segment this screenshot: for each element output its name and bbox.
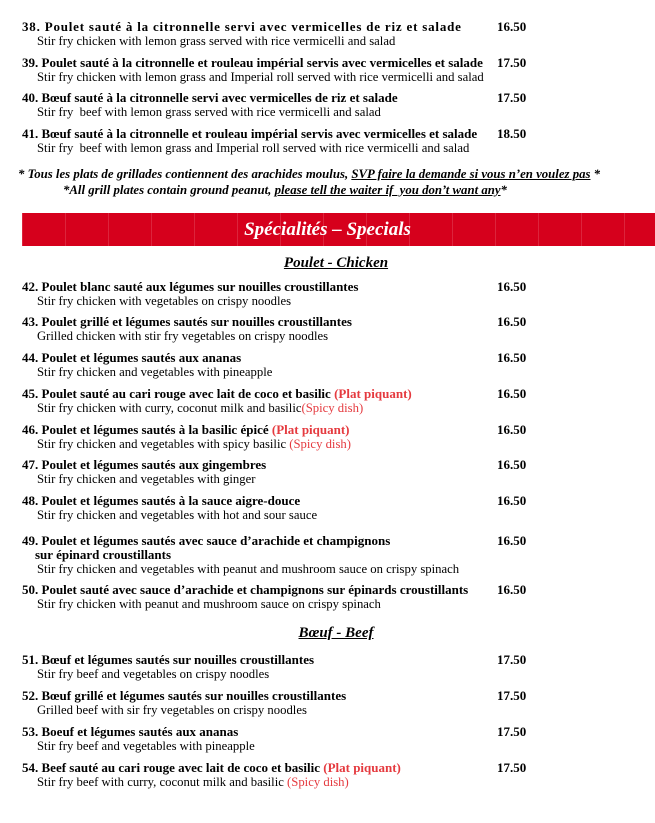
item-description-en [22, 739, 632, 753]
item-name-en: Stir fry chicken and vegetables with hot and sour sauce [37, 507, 318, 522]
item-name-fr: 51. Bœuf et légumes sautés sur nouilles croustillantes [22, 652, 315, 668]
item-description-en [22, 105, 632, 119]
item-name-en: Stir fry chicken with lemon grass and Imperial roll served with rice vermicelli and salad [37, 69, 484, 84]
item-name-en: Stir fry chicken with curry, coconut milk and basilic [37, 400, 302, 415]
item-name-en: Stir fry chicken and vegetables with spicy basilic [37, 436, 290, 451]
item-price: 17.50 [497, 759, 527, 775]
menu-item [22, 689, 632, 717]
item-price: 16.50 [497, 582, 527, 598]
item-name-en: Stir fry chicken with lemon grass served with rice vermicelli and salad [37, 34, 396, 48]
item-title-row [22, 56, 632, 70]
menu-item [22, 20, 632, 48]
item-title-row [22, 653, 632, 667]
item-title-row [22, 423, 632, 437]
item-name-fr: 49. Poulet et légumes sautés avec sauce d’arachide et champignons [22, 532, 391, 548]
item-price: 17.50 [497, 652, 527, 668]
spicy-label-en: (Spicy dish) [301, 400, 364, 415]
item-title-row [22, 20, 632, 34]
item-name-en: Stir fry beef with lemon grass served with rice vermicelli and salad [37, 105, 381, 120]
item-title-row [22, 387, 632, 401]
spicy-label-fr: (Plat piquant) [271, 421, 350, 437]
item-name-en: Stir fry chicken with peanut and mushroom sauce on crispy spinach [37, 597, 381, 612]
item-name-fr: 46. Poulet et légumes sautés à la basilic épicé [22, 421, 272, 437]
menu-item [22, 351, 632, 379]
item-description-en [22, 365, 632, 379]
item-name-en: Stir fry beef and vegetables with pineapple [37, 738, 255, 753]
section-heading-beef-label: Bœuf - Beef [298, 625, 374, 642]
peanut-note-fr-start: * Tous les plats de grillades contiennent des arachides moulus, [18, 166, 352, 181]
item-name-fr: 43. Poulet grillé et légumes sautés sur nouilles croustillantes [22, 314, 352, 330]
item-title-row [22, 458, 632, 472]
item-name-fr: 45. Poulet sauté au cari rouge avec lait de coco et basilic [22, 385, 335, 401]
item-title [22, 724, 238, 739]
peanut-note-fr-request: SVP faire la demande si vous n’en voulez pas [351, 166, 591, 181]
item-description-en [22, 294, 632, 308]
item-title-row [22, 494, 632, 508]
item-name-fr: 41. Bœuf sauté à la citronnelle et rouleau impérial servis avec vermicelles et salade [22, 126, 478, 142]
item-title-row [22, 351, 632, 365]
menu-item [22, 315, 632, 343]
item-title [22, 19, 462, 34]
item-name-fr: 54. Beef sauté au cari rouge avec lait de coco et basilic [22, 759, 324, 775]
peanut-note-en [0, 182, 655, 198]
item-name-fr: 53. Boeuf et légumes sautés aux ananas [22, 723, 239, 739]
item-price: 17.50 [497, 90, 527, 106]
item-title [22, 533, 390, 548]
spicy-label-fr: (Plat piquant) [334, 385, 412, 401]
peanut-note-fr-end: * [590, 166, 601, 181]
item-price: 16.50 [497, 314, 527, 330]
item-description-en [22, 437, 632, 451]
section-heading-chicken-label: Poulet - Chicken [283, 254, 389, 271]
item-description-en [22, 667, 632, 681]
item-name-en: Stir fry beef with curry, coconut milk and basilic [37, 774, 288, 789]
item-title [22, 314, 352, 329]
item-name-en: Stir fry chicken and vegetables with pineapple [37, 365, 273, 380]
item-title-row [22, 534, 632, 548]
chicken-section [22, 280, 632, 619]
item-name-en: Stir fry beef and vegetables on crispy noodles [37, 667, 270, 682]
menu-item [22, 387, 632, 415]
item-title [22, 582, 468, 597]
item-name-fr: 39. Poulet sauté à la citronnelle et rouleau impérial servis avec vermicelles et salade [22, 54, 483, 70]
menu-item [22, 423, 632, 451]
item-price: 16.50 [497, 385, 527, 401]
item-description-en [22, 329, 632, 343]
item-title [22, 90, 398, 105]
item-price: 16.50 [497, 278, 527, 294]
item-title-row [22, 91, 632, 105]
spicy-label-en: (Spicy dish) [289, 436, 351, 451]
section-heading-beef [22, 624, 650, 642]
item-title-row [22, 761, 632, 775]
item-title [22, 457, 266, 472]
item-price: 17.50 [497, 723, 527, 739]
item-name-fr-continued: sur épinard croustillants [35, 546, 172, 562]
item-title-row [22, 689, 632, 703]
item-name-en: Grilled chicken with stir fry vegetables on crispy noodles [37, 329, 329, 344]
item-name-en: Stir fry chicken with vegetables on crispy noodles [37, 293, 292, 308]
menu-item [22, 127, 632, 155]
item-description-en [22, 508, 632, 522]
item-price: 16.50 [497, 421, 527, 437]
item-title [22, 279, 358, 294]
item-title [22, 350, 241, 365]
item-title-row [22, 315, 632, 329]
item-title [22, 652, 314, 667]
item-price: 18.50 [497, 126, 527, 142]
menu-item [22, 534, 632, 576]
item-price: 16.50 [497, 457, 527, 473]
item-name-fr: 47. Poulet et légumes sautés aux gingembres [22, 457, 267, 473]
item-title [22, 126, 477, 141]
item-title [22, 422, 350, 437]
menu-item [22, 458, 632, 486]
item-description-en [22, 597, 632, 611]
item-price: 16.50 [497, 19, 527, 34]
item-name-fr: 44. Poulet et légumes sautés aux ananas [22, 350, 242, 366]
item-title-row [22, 583, 632, 597]
item-title [22, 688, 346, 703]
item-name-fr: 40. Bœuf sauté à la citronnelle servi avec vermicelles de riz et salade [22, 90, 398, 106]
item-title [22, 386, 412, 401]
menu-item [22, 494, 632, 522]
item-description-en [22, 70, 632, 84]
menu-item [22, 725, 632, 753]
peanut-note-en-start: *All grill plates contain ground peanut, [63, 182, 275, 197]
menu-item [22, 761, 632, 789]
menu-item [22, 91, 632, 119]
item-name-fr: 52. Bœuf grillé et légumes sautés sur nouilles croustillantes [22, 688, 347, 704]
spicy-label-en: (Spicy dish) [287, 774, 349, 789]
item-description-en [22, 34, 632, 48]
item-name-en: Stir fry beef with lemon grass and Imperial roll served with rice vermicelli and salad [37, 141, 470, 156]
item-title [22, 55, 483, 70]
peanut-note [0, 166, 655, 198]
item-price: 16.50 [497, 492, 527, 508]
item-title [22, 493, 300, 508]
item-price: 17.50 [497, 688, 527, 704]
peanut-note-en-end: * [500, 182, 507, 197]
item-name-fr: 38. Poulet sauté à la citronnelle servi avec vermicelles de riz et salade [22, 19, 462, 34]
item-name-en: Stir fry chicken and vegetables with peanut and mushroom sauce on crispy spinach [37, 561, 460, 576]
item-description-en [22, 562, 632, 576]
item-title-row [22, 127, 632, 141]
item-description-en [22, 775, 632, 789]
peanut-note-fr [0, 166, 655, 182]
specials-banner [22, 213, 655, 246]
item-description-en [22, 141, 632, 155]
menu-item [22, 56, 632, 84]
item-price: 16.50 [497, 350, 527, 366]
section-heading-chicken [22, 254, 650, 272]
item-name-fr: 48. Poulet et légumes sautés à la sauce aigre-douce [22, 492, 301, 508]
item-price: 16.50 [497, 532, 527, 548]
specials-banner-title: Spécialités – Specials [244, 218, 411, 240]
item-description-en [22, 703, 632, 717]
item-title [22, 760, 401, 775]
peanut-note-en-request: please tell the waiter if you don’t want any [274, 182, 501, 197]
item-name-en: Stir fry chicken and vegetables with ginger [37, 472, 256, 487]
item-description-en [22, 472, 632, 486]
grill-section [22, 20, 632, 163]
item-title-row [22, 280, 632, 294]
menu-item [22, 583, 632, 611]
beef-section [22, 653, 632, 796]
spicy-label-fr: (Plat piquant) [323, 759, 401, 775]
menu-item [22, 280, 632, 308]
item-title-row [22, 725, 632, 739]
menu-item [22, 653, 632, 681]
item-name-fr: 50. Poulet sauté avec sauce d’arachide et champignons sur épinards croustillants [22, 582, 469, 598]
item-name-en: Grilled beef with sir fry vegetables on crispy noodles [37, 703, 307, 718]
item-description-en [22, 401, 632, 415]
item-name-fr: 42. Poulet blanc sauté aux légumes sur nouilles croustillantes [22, 278, 359, 294]
item-price: 17.50 [497, 54, 527, 70]
